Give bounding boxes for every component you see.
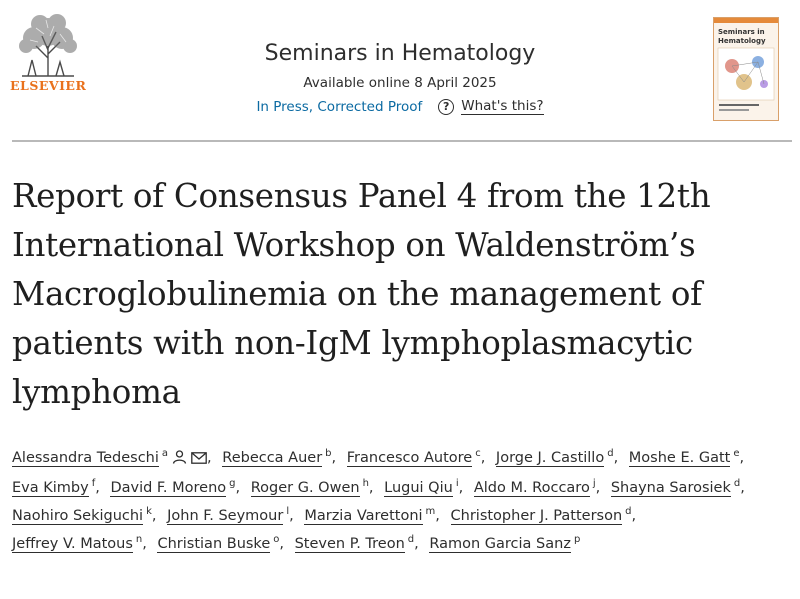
author-name[interactable]: Roger G. Owen	[250, 480, 360, 496]
affiliation-marker[interactable]: c	[475, 448, 481, 460]
author[interactable]	[496, 450, 624, 466]
online-date: Available online 8 April 2025	[303, 75, 497, 91]
affiliation-marker[interactable]: g	[229, 478, 236, 490]
author-name[interactable]: Ramon Garcia Sanz	[429, 536, 571, 552]
author-separator: ,	[595, 480, 601, 496]
author-name[interactable]: Jeffrey V. Matous	[12, 536, 133, 552]
author-name[interactable]: Steven P. Treon	[294, 536, 405, 552]
author[interactable]	[629, 450, 750, 466]
author[interactable]	[110, 480, 246, 496]
affiliation-marker[interactable]: d	[607, 448, 614, 460]
journal-cover-image[interactable]	[713, 17, 779, 121]
status-row	[170, 98, 630, 115]
affiliation-marker[interactable]: i	[455, 478, 459, 490]
publisher-name: ELSEVIER	[10, 78, 87, 93]
author[interactable]	[12, 450, 218, 466]
author-separator: ,	[480, 450, 486, 466]
author[interactable]	[611, 480, 751, 496]
affiliation-marker[interactable]: p	[573, 534, 581, 546]
author-name[interactable]: Lugui Qiu	[384, 480, 453, 496]
author-name[interactable]: Moshe E. Gatt	[628, 450, 731, 466]
author-name[interactable]: Shayna Sarosiek	[610, 480, 731, 496]
author-separator: ,	[151, 508, 157, 524]
cover-title: Seminars in Hematology	[718, 28, 766, 45]
mail-icon[interactable]	[191, 446, 207, 474]
affiliation-marker[interactable]: a	[161, 448, 169, 460]
affiliation-marker[interactable]: n	[135, 534, 143, 546]
affiliation-marker[interactable]: b	[325, 448, 332, 460]
author-name[interactable]: Alessandra Tedeschi	[12, 450, 159, 466]
author-separator: ,	[279, 536, 284, 552]
author-list	[12, 444, 787, 558]
author-name[interactable]: Eva Kimby	[12, 480, 89, 496]
author-separator: ,	[95, 480, 100, 496]
author-name[interactable]: Aldo M. Roccaro	[473, 480, 590, 496]
author-separator: ,	[289, 508, 294, 524]
author[interactable]	[222, 450, 342, 466]
affiliation-marker[interactable]: e	[733, 448, 740, 460]
author-separator: ,	[458, 480, 464, 496]
author[interactable]	[429, 536, 580, 552]
author[interactable]	[12, 508, 163, 524]
author[interactable]	[295, 536, 425, 552]
author-name[interactable]: Rebecca Auer	[222, 450, 323, 466]
journal-name[interactable]: Seminars in Hematology	[264, 41, 536, 66]
author-name[interactable]: David F. Moreno	[110, 480, 227, 496]
author-separator: ,	[739, 450, 745, 466]
author[interactable]	[384, 480, 469, 496]
header-divider	[12, 140, 792, 142]
author[interactable]	[12, 536, 153, 552]
article-title: Report of Consensus Panel 4 from the 12th International Workshop on Waldenström’s Macroglobulinemia on the management of patients with non-IgM lymphoplasmacytic lymphoma	[12, 177, 711, 411]
author-name[interactable]: Christian Buske	[157, 536, 271, 552]
author[interactable]	[451, 508, 643, 524]
author-name[interactable]: Naohiro Sekiguchi	[12, 508, 144, 524]
author-separator: ,	[207, 450, 212, 466]
person-icon[interactable]	[172, 446, 187, 474]
author-name[interactable]: Christopher J. Patterson	[450, 508, 623, 524]
author[interactable]	[304, 508, 446, 524]
author-separator: ,	[368, 480, 374, 496]
affiliation-marker[interactable]: j	[592, 478, 596, 490]
author-name[interactable]: Jorge J. Castillo	[495, 450, 605, 466]
author[interactable]	[251, 480, 380, 496]
author[interactable]	[167, 508, 300, 524]
whats-this-label: What's this?	[461, 98, 544, 114]
author[interactable]	[157, 536, 290, 552]
author-separator: ,	[235, 480, 241, 496]
affiliation-marker[interactable]: l	[286, 506, 290, 518]
journal-header	[170, 40, 630, 115]
author-separator: ,	[142, 536, 147, 552]
author-separator: ,	[414, 536, 419, 552]
author[interactable]	[347, 450, 492, 466]
affiliation-marker[interactable]: h	[362, 478, 369, 490]
whats-this-link[interactable]	[438, 98, 543, 115]
affiliation-marker[interactable]: o	[273, 534, 280, 546]
author-separator: ,	[631, 508, 637, 524]
author-separator: ,	[331, 450, 337, 466]
author-separator: ,	[435, 508, 440, 524]
affiliation-marker[interactable]: d	[625, 506, 632, 518]
affiliation-marker[interactable]: k	[146, 506, 152, 518]
help-icon: ?	[438, 99, 454, 115]
affiliation-marker[interactable]: f	[91, 478, 96, 490]
author-name[interactable]: John F. Seymour	[167, 508, 284, 524]
affiliation-marker[interactable]: d	[733, 478, 741, 490]
author[interactable]	[12, 480, 106, 496]
author-name[interactable]: Francesco Autore	[346, 450, 473, 466]
author-separator: ,	[740, 480, 745, 496]
author-name[interactable]: Marzia Varettoni	[304, 508, 423, 524]
author[interactable]	[474, 480, 606, 496]
article-status: In Press, Corrected Proof	[256, 98, 423, 115]
affiliation-marker[interactable]: m	[425, 506, 436, 518]
affiliation-marker[interactable]: d	[407, 534, 415, 546]
author-separator: ,	[613, 450, 619, 466]
